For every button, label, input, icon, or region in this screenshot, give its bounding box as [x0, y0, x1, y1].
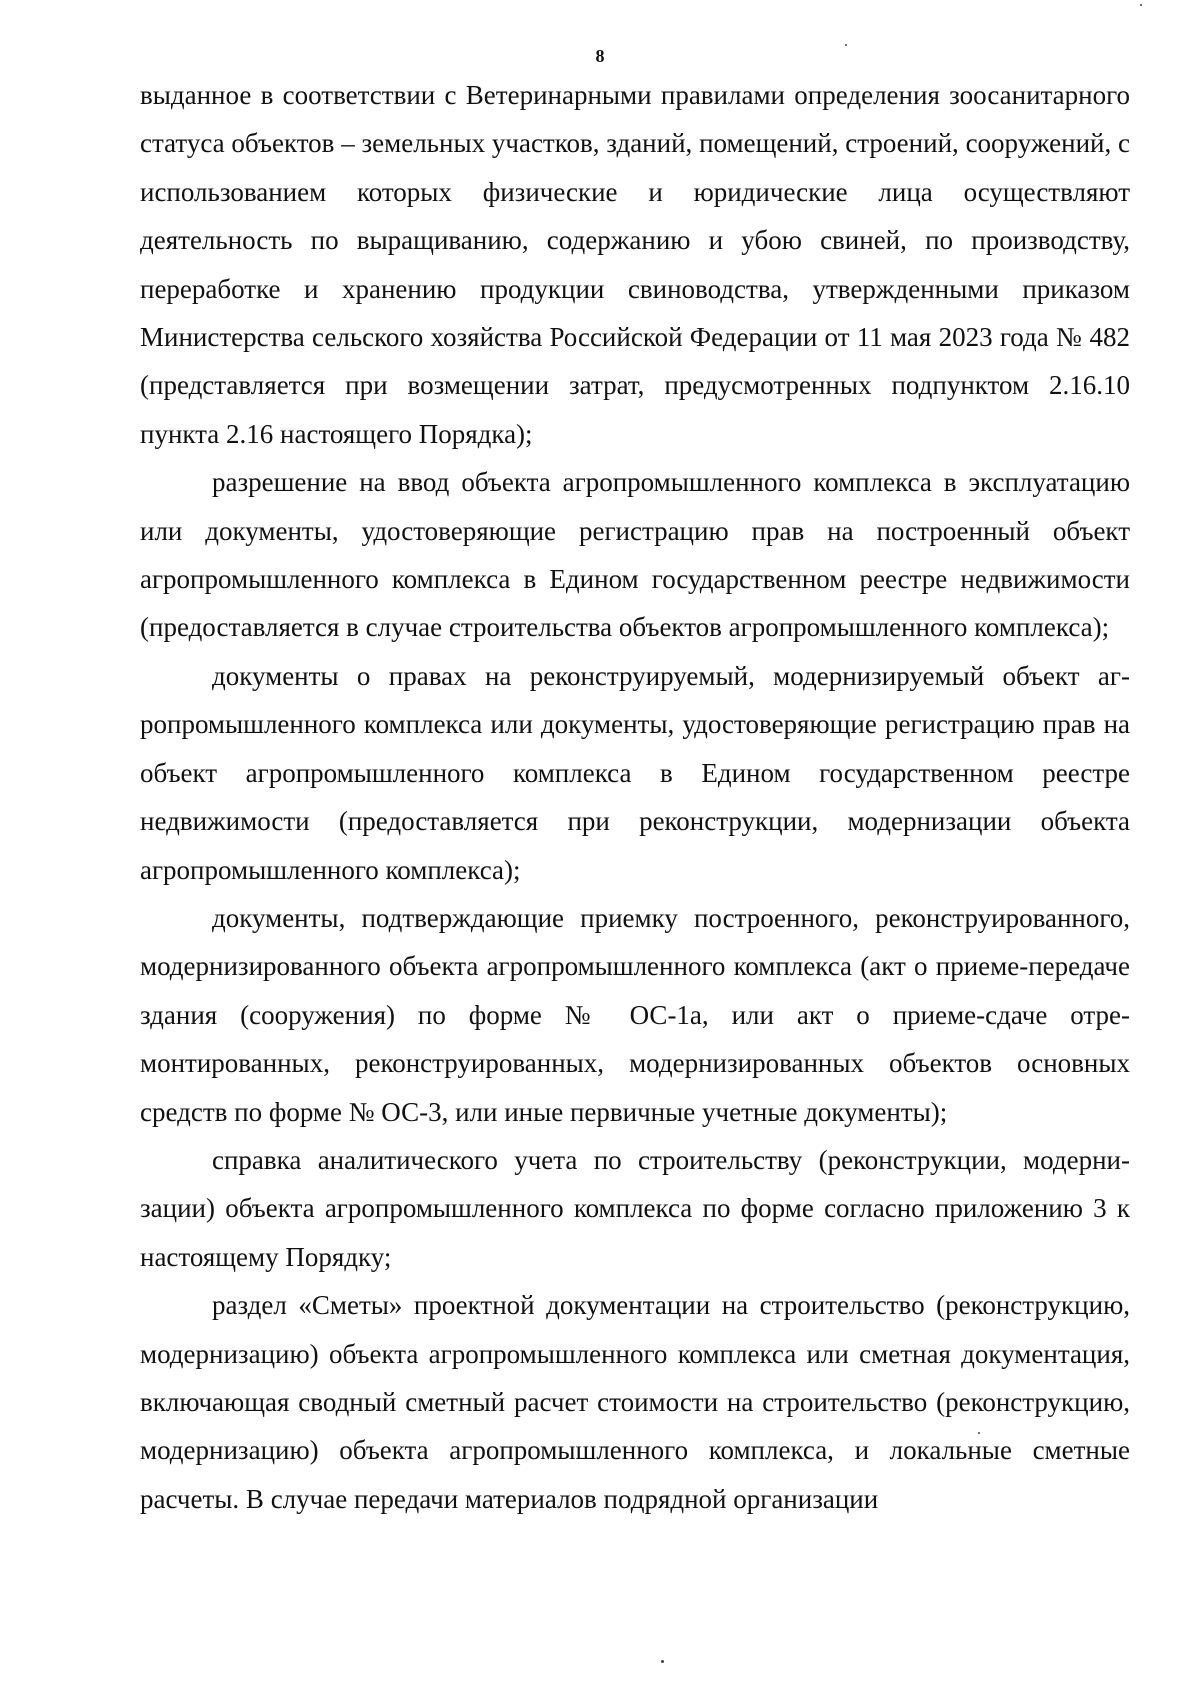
scan-speck: [978, 1432, 980, 1434]
paragraph-ownership-documents: документы о правах на реконструируемый, модернизируемый объект агропромышленного комплекса или документы, удостоверяющие регистрацию прав на объект агропромышленного комплекса в Едином государственном реестре недвижимости (предоставляется при реконструкции, модернизации объекта агропромышленного комплекса);: [140, 660, 1130, 885]
paragraph-vet-certificate: выданное в соответствии с Ветеринарными правилами определения зоосанитарного статуса объектов – земельных участков, зданий, помещений, строений, сооружений, с использованием которых физические и юридические лица осуществляют деятельность по выращиванию, содержанию и убою свиней, по производству, переработке и хранению продукции свиноводства, утвержденными приказом Министерства сельского хозяйства Российской Федерации от 11 мая 2023 года № 482 (представляется при возмещении затрат, предусмотренных подпунктом 2.16.10 пункта 2.16 настоящего Порядка);: [140, 80, 1130, 449]
scan-speck: [661, 1660, 664, 1663]
page-number: 8: [595, 46, 605, 66]
document-body: [140, 71, 1130, 1523]
paragraph-estimates-section: раздел «Сметы» проектной документации на строительство (реконструкцию, модернизацию) объекта агропромышленного комплекса или сметная документация, включающая сводный сметный расчет стоимости на строительство (реконструкцию, модернизацию) объекта агропромышленного комплекса, и локальные сметные расчеты. В случае передачи материалов подрядной организации: [140, 1290, 1130, 1514]
scan-speck: [845, 44, 847, 46]
paragraph-commissioning-permit: разрешение на ввод объекта агропромышленного комплекса в эксплуатацию или документы, удостоверяющие регистрацию прав на построенный объект агропромышленного комплекса в Едином государственном реестре недвижимости (предоставляется в случае строительства объектов агропромышленного комплекса);: [140, 467, 1130, 643]
paragraph-acceptance-documents: документы, подтверждающие приемку построенного, реконструированного, модернизированного объекта агропромышленного комплекса (акт о приеме-передаче здания (сооружения) по форме № ОС-1а, или акт о приеме-сдаче отремонтированных, реконструированных, модернизированных объектов основных средств по форме № ОС-3, или иные первичные учетные документы);: [140, 902, 1130, 1127]
scan-speck: [1140, 4, 1142, 6]
paragraph-analytical-statement: справка аналитического учета по строительству (реконструкции, модернизации) объекта агропромышленного комплекса по форме согласно приложению 3 к настоящему Порядку;: [140, 1144, 1130, 1272]
